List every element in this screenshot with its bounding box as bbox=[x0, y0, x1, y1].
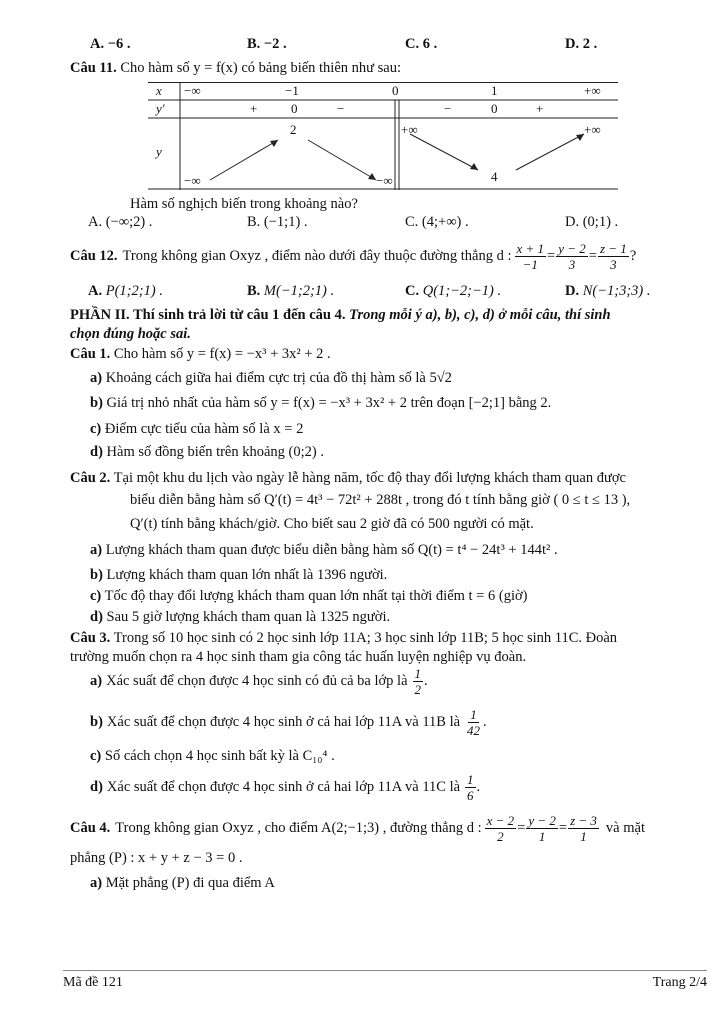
yp-sign: + bbox=[536, 101, 544, 116]
c1-statement-a: a) Khoảng cách giữa hai điểm cực trị của đồ thị hàm số là 5√2 bbox=[90, 370, 452, 386]
fraction: $\frac{x + 1}{-1}$ bbox=[516, 241, 545, 272]
question-label: Câu 12. bbox=[70, 248, 118, 264]
footer-rule bbox=[63, 970, 707, 971]
question-label: Câu 11. bbox=[70, 60, 117, 76]
q11-option-a: A. (−∞;2) . bbox=[88, 214, 153, 230]
variation-table bbox=[148, 82, 618, 190]
c3-statement-a: a) Xác suất để chọn được 4 học sinh có đủ cả ba lớp là $\frac{1}{2}$ . bbox=[90, 666, 428, 697]
c2-statement-d: d) Sau 5 giờ lượng khách tham quan là 1325 người. bbox=[90, 609, 391, 625]
q10-option-b: B. −2 . bbox=[247, 36, 287, 52]
c1-statement-c: c) Điểm cực tiểu của hàm số là x = 2 bbox=[90, 421, 304, 437]
q12-option-b: B. M(−1;2;1) . bbox=[247, 283, 335, 299]
fraction: $\frac{z - 1}{3}$ bbox=[599, 241, 627, 272]
part2-heading: PHẦN II. Thí sinh trả lời từ câu 1 đến câu 4. Trong mỗi ý a), b), c), d) ở mỗi câu, thí sinh bbox=[70, 307, 611, 323]
fraction: $\frac{z - 3}{1}$ bbox=[570, 813, 597, 844]
c1-statement-d: d) Hàm số đồng biến trên khoảng (0;2) . bbox=[90, 444, 324, 460]
y-value: 2 bbox=[290, 122, 297, 137]
q12-stem: Câu 12. Trong không gian Oxyz , điểm nào dưới đây thuộc đường thẳng d : $\frac{x + 1}{-1}$ = $\frac{y - 2}{3}$ = $\frac{z - 1}{3}$ ? bbox=[70, 241, 637, 272]
x-value: −∞ bbox=[184, 83, 201, 98]
x-value: 0 bbox=[392, 83, 399, 98]
c3-stem-line2: trường muốn chọn ra 4 học sinh tham gia công tác huấn luyện nghiệp vụ đoàn. bbox=[70, 649, 527, 665]
q11-option-d: D. (0;1) . bbox=[565, 214, 619, 230]
q11-question: Hàm số nghịch biến trong khoảng nào? bbox=[130, 196, 358, 212]
y-value: +∞ bbox=[584, 122, 601, 137]
q11-option-b: B. (−1;1) . bbox=[247, 214, 308, 230]
y-value: 4 bbox=[491, 169, 498, 184]
fraction: $\frac{1}{6}$ bbox=[467, 772, 474, 803]
exam-code: Mã đề 121 bbox=[63, 975, 123, 990]
question-text: Trong không gian Oxyz , điểm nào dưới đây thuộc đường thẳng d : bbox=[122, 248, 512, 264]
c3-statement-b: b) Xác suất để chọn được 4 học sinh ở cả hai lớp 11A và 11B là $\frac{1}{42}$ . bbox=[90, 707, 487, 738]
yp-sign: − bbox=[337, 101, 345, 116]
fraction: $\frac{1}{42}$ bbox=[467, 707, 481, 738]
c4-stem-line2: phẳng (P) : x + y + z − 3 = 0 . bbox=[70, 850, 243, 866]
c2-statement-c: c) Tốc độ thay đổi lượng khách tham quan lớn nhất tại thời điểm t = 6 (giờ) bbox=[90, 588, 528, 604]
c2-stem: Câu 2. Tại một khu du lịch vào ngày lễ hàng năm, tốc độ thay đổi lượng khách tham quan được bbox=[70, 470, 626, 486]
c2-statement-b: b) Lượng khách tham quan lớn nhất là 1396 người. bbox=[90, 567, 388, 583]
q11-stem bbox=[70, 60, 725, 77]
c2-statement-a: a) Lượng khách tham quan được biểu diễn bằng hàm số Q(t) = t⁴ − 24t³ + 144t² . bbox=[90, 542, 558, 558]
y-value: +∞ bbox=[401, 122, 418, 137]
c2-stem-line2: biểu diễn bằng hàm số Q′(t) = 4t³ − 72t² + 288t , trong đó t tính bằng giờ ( 0 ≤ t ≤ 13 ), bbox=[130, 492, 631, 508]
page-number: Trang 2/4 bbox=[652, 975, 707, 990]
q10-option-c: C. 6 . bbox=[405, 36, 438, 52]
x-value: −1 bbox=[285, 83, 299, 98]
c4-statement-a: a) Mặt phẳng (P) đi qua điểm A bbox=[90, 875, 275, 891]
c1-statement-b: b) Giá trị nhỏ nhất của hàm số y = f(x) = −x³ + 3x² + 2 trên đoạn [−2;1] bằng 2. bbox=[90, 395, 552, 411]
y-value: −∞ bbox=[184, 173, 201, 188]
q11-option-c: C. (4;+∞) . bbox=[405, 214, 469, 230]
yp-sign: − bbox=[444, 101, 452, 116]
fraction: $\frac{x - 2}{2}$ bbox=[486, 813, 515, 844]
y-value: −∞ bbox=[376, 173, 393, 188]
fraction: $\frac{y - 2}{3}$ bbox=[558, 241, 586, 272]
c3-stem: Câu 3. Trong số 10 học sinh có 2 học sinh lớp 11A; 3 học sinh lớp 11B; 5 học sinh 11C. Đoàn bbox=[70, 630, 618, 646]
fraction: $\frac{y - 2}{1}$ bbox=[528, 813, 556, 844]
q12-option-d: D. N(−1;3;3) . bbox=[565, 283, 651, 299]
c4-stem: Câu 4. Trong không gian Oxyz , cho điểm A(2;−1;3) , đường thẳng d : $\frac{x - 2}{2}$ = $\frac{y - 2}{1}$ = $\frac{z - 3}{1}$ và mặt bbox=[70, 813, 645, 844]
yp-sign: 0 bbox=[291, 101, 298, 116]
table-y-label: y bbox=[156, 144, 162, 159]
q12-option-c: C. Q(1;−2;−1) . bbox=[405, 283, 502, 299]
q10-option-a: A. −6 . bbox=[90, 36, 131, 52]
fraction: $\frac{1}{2}$ bbox=[414, 666, 422, 697]
x-value: +∞ bbox=[584, 83, 601, 98]
c1-stem: Câu 1. Cho hàm số y = f(x) = −x³ + 3x² + 2 . bbox=[70, 346, 331, 362]
q12-option-a: A. P(1;2;1) . bbox=[88, 283, 163, 299]
table-yp-label: y′ bbox=[156, 101, 165, 116]
x-value: 1 bbox=[491, 83, 498, 98]
c3-statement-d: d) Xác suất để chọn được 4 học sinh ở cả hai lớp 11A và 11C là $\frac{1}{6}$ . bbox=[90, 772, 481, 803]
yp-sign: 0 bbox=[491, 101, 498, 116]
yp-sign: + bbox=[250, 101, 258, 116]
c3-statement-c: c) Số cách chọn 4 học sinh bất kỳ là C₁₀⁴ . bbox=[90, 748, 335, 764]
c2-stem-line3: Q′(t) tính bằng khách/giờ. Cho biết sau 2 giờ đã có 500 người có mặt. bbox=[130, 516, 534, 532]
question-text: Cho hàm số y = f(x) có bảng biến thiên như sau: bbox=[120, 60, 401, 76]
table-x-label: x bbox=[156, 83, 162, 98]
q10-option-d: D. 2 . bbox=[565, 36, 598, 52]
part2-heading-line2: chọn đúng hoặc sai. bbox=[70, 326, 191, 342]
